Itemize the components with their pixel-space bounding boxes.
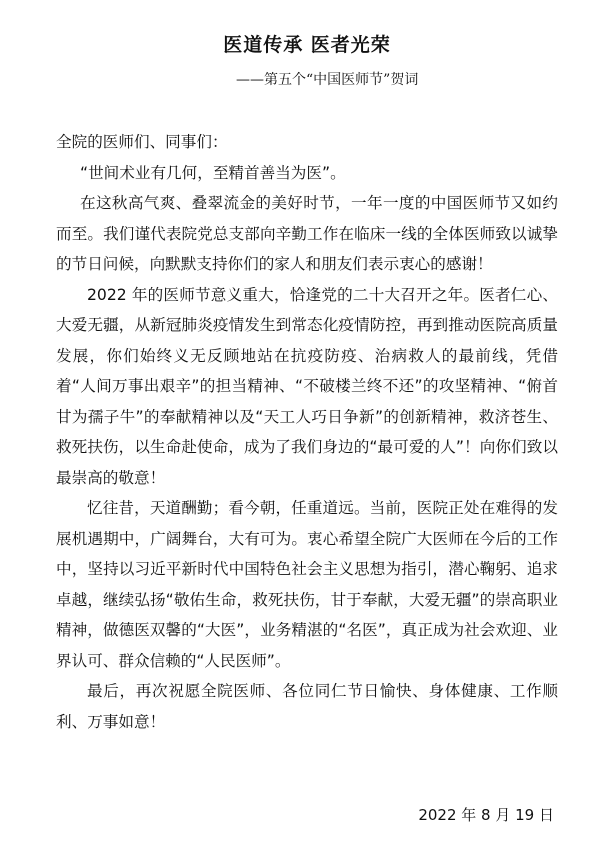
- letter-body: [56, 127, 558, 737]
- paragraph-4: 最后，再次祝愿全院医师、各位同仁节日愉快、身体健康、工作顺利、万事如意！: [56, 682, 558, 731]
- opening-quote: “世间术业有几何，至精首善当为医”。: [80, 163, 346, 182]
- salutation: 全院的医师们、同事们：: [56, 133, 228, 151]
- document-subtitle: ——第五个“中国医师节”贺词: [236, 72, 419, 88]
- document-title: 医道传承 医者光荣: [223, 34, 391, 56]
- paragraph-1: 在这秋高气爽、叠翠流金的美好时节，一年一度的中国医师节又如约而至。我们谨代表院党总支部向辛勤工作在临床一线的全体医师致以诚挚的节日问候，向默默支持你们的家人和朋友们表示衷心的感谢！: [56, 194, 558, 273]
- letter-date: 2022 年 8 月 19 日: [418, 806, 554, 824]
- paragraph-3: 忆往昔，天道酬勤；看今朝，任重道远。当前，医院正处在难得的发展机遇期中，广阔舞台，大有可为。衷心希望全院广大医师在今后的工作中，坚持以习近平新时代中国特色社会主义思想为指引，潜心鞠躬、追求卓越，继续弘扬“敬佑生命，救死扶伤，甘于奉献，大爱无疆”的崇高职业精神，做德医双馨的“大医”，业务精湛的“名医”，真正成为社会欢迎、业界认可、群众信赖的“人民医师”。: [56, 499, 558, 670]
- paragraph-2: 2022 年的医师节意义重大，恰逢党的二十大召开之年。医者仁心、大爱无疆，从新冠肺炎疫情发生到常态化疫情防控，再到推动医院高质量发展，你们始终义无反顾地站在抗疫防疫、治病救人的最前线，凭借着“人间万事出艰辛”的担当精神、“不破楼兰终不还”的攻坚精神、“俯首甘为孺子牛”的奉献精神以及“天工人巧日争新”的创新精神，救济苍生、救死扶伤，以生命赴使命，成为了我们身边的“最可爱的人”！向你们致以最崇高的敬意！: [56, 285, 558, 487]
